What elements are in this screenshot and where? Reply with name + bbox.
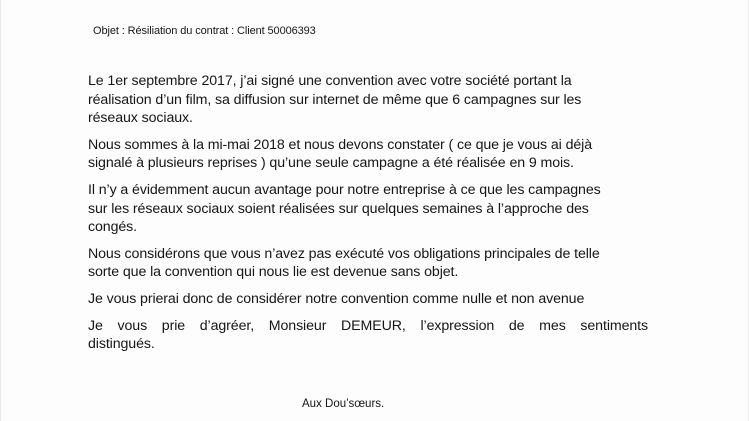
paragraph-line: signalé à plusieurs reprises ) qu’une seule campagne a été réalisée en 9 mois. (88, 155, 574, 172)
paragraph-line: congés. (88, 219, 137, 236)
paragraph-line: Le 1er septembre 2017, j’ai signé une convention avec votre société portant la (88, 73, 572, 89)
letter-body (88, 72, 648, 362)
paragraph-line: sur les réseaux sociaux soient réalisées sur quelques semaines à l’approche des (88, 200, 589, 217)
paragraph-line: Nous sommes à la mi-mai 2018 et nous devons constater ( ce que je vous ai déjà (88, 136, 593, 153)
subject-line: Objet : Résiliation du contrat : Client 50006393 (93, 25, 316, 37)
paragraph-contract-signature (88, 72, 648, 128)
paragraph-no-advantage (88, 181, 648, 237)
paragraph-line: Je vous prierai donc de considérer notre convention comme nulle et non avenue (88, 290, 585, 307)
paragraph-null-and-void (88, 290, 648, 309)
signature: Aux Dou’sœurs. (302, 398, 385, 410)
paragraph-line: distingués. (88, 336, 155, 353)
paragraph-line: Nous considérons que vous n’avez pas exécuté vos obligations principales de telle (88, 245, 600, 262)
paragraph-line: Il n’y a évidemment aucun avantage pour notre entreprise à ce que les campagnes (88, 181, 601, 198)
paragraph-line: réseaux sociaux. (88, 110, 193, 127)
paragraph-one-campaign (88, 136, 648, 173)
paragraph-line: réalisation d’un film, sa diffusion sur internet de même que 6 campagnes sur les (88, 91, 582, 108)
paragraph-closing (88, 317, 648, 354)
paragraph-line: Je vous prie d’agréer, Monsieur DEMEUR, l’expression de mes sentiments (88, 317, 648, 334)
paragraph-line: sorte que la convention qui nous lie est devenue sans objet. (88, 264, 459, 281)
paragraph-obligations (88, 245, 648, 282)
